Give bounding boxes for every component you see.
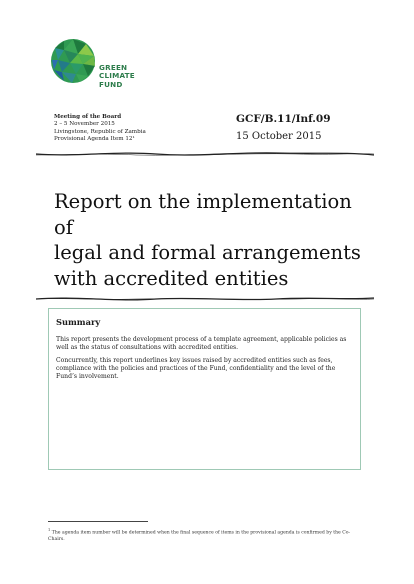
wavy-separator-bottom xyxy=(36,294,374,304)
title-line-2: legal and formal arrangements xyxy=(54,241,361,264)
logo-line-2: CLIMATE xyxy=(99,71,135,81)
summary-box xyxy=(48,308,361,470)
footnote-rule xyxy=(48,521,148,522)
title-line-3: with accredited entities xyxy=(54,266,289,290)
meeting-dates: 2 – 5 November 2015 xyxy=(54,121,115,128)
meeting-location: Livingstone, Republic of Zambia xyxy=(54,128,146,135)
green-climate-fund-logo xyxy=(50,38,96,84)
logo-line-1: GREEN xyxy=(99,63,128,72)
logo-line-3: FUND xyxy=(99,79,123,89)
wavy-separator-top xyxy=(36,149,374,159)
meeting-agenda-item: Provisional Agenda Item 12¹ xyxy=(54,136,135,143)
summary-heading: Summary xyxy=(56,317,101,327)
document-title xyxy=(54,189,374,291)
meeting-info xyxy=(54,114,146,144)
logo-wordmark xyxy=(99,64,135,89)
footnote xyxy=(48,527,366,544)
footnote-marker: 1 xyxy=(48,528,51,532)
document-id: GCF/B.11/Inf.09 xyxy=(236,113,331,125)
footnote-text: The agenda item number will be determined when the final sequence of items in the provisional agenda is confirmed by the Co-Chairs. xyxy=(48,530,351,543)
summary-paragraph-1: This report presents the development process of a template agreement, applicable policies as well as the status of consultations with accredited entities. xyxy=(56,336,347,352)
meeting-title: Meeting of the Board xyxy=(54,114,122,120)
document-date: 15 October 2015 xyxy=(236,131,322,142)
title-line-1: Report on the implementation of xyxy=(54,190,352,239)
summary-paragraph-2: Concurrently, this report underlines key issues raised by accredited entities such as fees, compliance with the policies and practices of the Fund, confidentiality and the level of the Fund’s involvement. xyxy=(56,357,336,381)
